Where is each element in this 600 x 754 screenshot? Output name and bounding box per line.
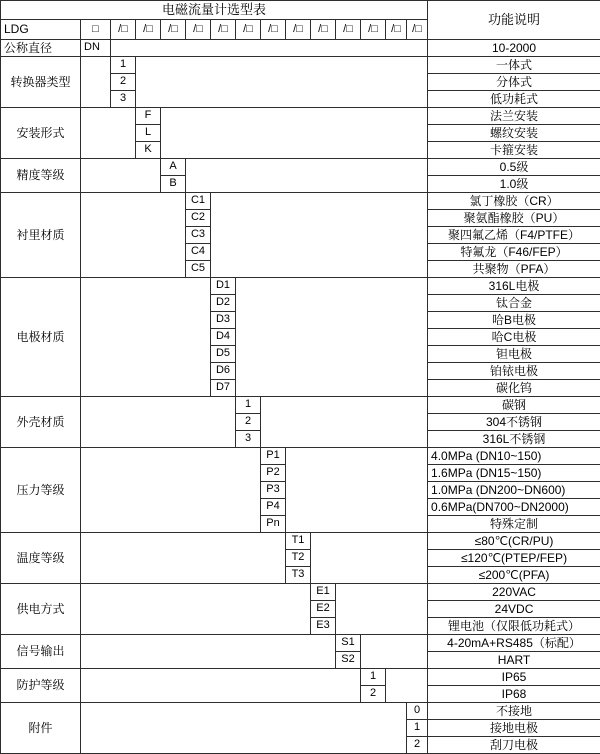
spacer-cell — [81, 448, 261, 533]
spacer-cell — [81, 669, 361, 703]
model-slot-box: /□ — [236, 20, 261, 40]
option-function: 一体式 — [428, 57, 600, 74]
option-code: D5 — [211, 346, 236, 363]
option-function: 特氟龙（F46/FEP） — [428, 244, 600, 261]
dn-function: 10-2000 — [428, 40, 600, 57]
option-function: 氯丁橡胶（CR） — [428, 193, 600, 210]
dn-label: 公称直径 — [1, 40, 81, 57]
option-function: IP65 — [428, 669, 600, 686]
option-function: 4.0MPa (DN10~150) — [428, 448, 600, 465]
option-row — [1, 278, 600, 295]
option-code: Pn — [261, 516, 286, 533]
option-code: 2 — [407, 737, 428, 754]
option-code: 0 — [407, 703, 428, 720]
option-code: C5 — [186, 261, 211, 278]
spacer-cell — [261, 397, 428, 448]
option-code: S1 — [336, 635, 361, 652]
option-code: T3 — [286, 567, 311, 584]
option-function: 1.0级 — [428, 176, 600, 193]
spacer-cell — [311, 533, 428, 584]
option-function: 哈C电极 — [428, 329, 600, 346]
option-code: T2 — [286, 550, 311, 567]
spacer-cell — [111, 40, 428, 57]
option-function: 锂电池（仅限低功耗式） — [428, 618, 600, 635]
option-function: 低功耗式 — [428, 91, 600, 108]
option-code: 1 — [361, 669, 386, 686]
option-code: D2 — [211, 295, 236, 312]
model-code: LDG — [1, 20, 81, 40]
option-code: 3 — [111, 91, 136, 108]
option-row — [1, 397, 600, 414]
option-function: 共聚物（PFA） — [428, 261, 600, 278]
group-label: 供电方式 — [1, 584, 81, 635]
spacer-cell — [81, 635, 336, 669]
option-function: 0.5级 — [428, 159, 600, 176]
spacer-cell — [81, 193, 186, 278]
option-function: 1.6MPa (DN15~150) — [428, 465, 600, 482]
spacer-cell — [81, 584, 311, 635]
option-row — [1, 159, 600, 176]
spacer-cell — [81, 108, 136, 159]
option-function: 不接地 — [428, 703, 600, 720]
option-function: 哈B电极 — [428, 312, 600, 329]
option-code: D1 — [211, 278, 236, 295]
spacer-cell — [136, 57, 428, 108]
option-function: 304不锈钢 — [428, 414, 600, 431]
option-row — [1, 584, 600, 601]
option-code: C4 — [186, 244, 211, 261]
option-code: 3 — [236, 431, 261, 448]
option-code: D3 — [211, 312, 236, 329]
option-function: 法兰安装 — [428, 108, 600, 125]
group-label: 电极材质 — [1, 278, 81, 397]
option-function: 卡箍安装 — [428, 142, 600, 159]
option-function: 钽电极 — [428, 346, 600, 363]
option-code: 2 — [236, 414, 261, 431]
spacer-cell — [286, 448, 428, 533]
option-function: 聚四氟乙烯（F4/PTFE） — [428, 227, 600, 244]
option-code: C3 — [186, 227, 211, 244]
option-code: E1 — [311, 584, 336, 601]
option-row — [1, 669, 600, 686]
option-function: 1.0MPa (DN200~DN600) — [428, 482, 600, 499]
option-function: 特殊定制 — [428, 516, 600, 533]
option-code: D6 — [211, 363, 236, 380]
option-row — [1, 703, 600, 720]
option-code: C1 — [186, 193, 211, 210]
model-slot-box: /□ — [136, 20, 161, 40]
function-column-header: 功能说明 — [428, 1, 600, 40]
option-code: 2 — [111, 74, 136, 91]
option-code: 1 — [111, 57, 136, 74]
option-function: ≤120℃(PTEP/FEP) — [428, 550, 600, 567]
option-function: 接地电极 — [428, 720, 600, 737]
option-row — [1, 193, 600, 210]
group-label: 安装形式 — [1, 108, 81, 159]
option-code: 1 — [236, 397, 261, 414]
option-code: T1 — [286, 533, 311, 550]
spacer-cell — [386, 669, 428, 703]
option-code: P4 — [261, 499, 286, 516]
group-label: 温度等级 — [1, 533, 81, 584]
option-code: E2 — [311, 601, 336, 618]
title-row — [1, 1, 600, 20]
model-slot-box: /□ — [407, 20, 428, 40]
option-row — [1, 448, 600, 465]
model-slot-box: /□ — [211, 20, 236, 40]
option-function: 螺纹安装 — [428, 125, 600, 142]
option-function: 316L不锈钢 — [428, 431, 600, 448]
dn-code: DN — [81, 40, 111, 57]
option-function: 220VAC — [428, 584, 600, 601]
option-function: 碳钢 — [428, 397, 600, 414]
option-function: ≤80℃(CR/PU) — [428, 533, 600, 550]
model-slot-box: /□ — [286, 20, 311, 40]
spacer-cell — [211, 193, 428, 278]
option-code: B — [161, 176, 186, 193]
option-function: 铂铱电极 — [428, 363, 600, 380]
spacer-cell — [361, 635, 428, 669]
spacer-cell — [236, 278, 428, 397]
option-code: A — [161, 159, 186, 176]
group-label: 信号输出 — [1, 635, 81, 669]
option-code: P2 — [261, 465, 286, 482]
spacer-cell — [336, 584, 428, 635]
option-code: 2 — [361, 686, 386, 703]
option-code: D7 — [211, 380, 236, 397]
option-code: P3 — [261, 482, 286, 499]
option-code: E3 — [311, 618, 336, 635]
spacer-cell — [161, 108, 428, 159]
option-code: F — [136, 108, 161, 125]
option-function: ≤200℃(PFA) — [428, 567, 600, 584]
option-code: L — [136, 125, 161, 142]
group-label: 防护等级 — [1, 669, 81, 703]
spacer-cell — [81, 278, 211, 397]
spacer-cell — [81, 159, 161, 193]
spacer-cell — [81, 57, 111, 108]
option-function: 刮刀电极 — [428, 737, 600, 754]
option-row — [1, 108, 600, 125]
model-first-box: □ — [81, 20, 111, 40]
option-function: 4-20mA+RS485（标配） — [428, 635, 600, 652]
model-slot-box: /□ — [386, 20, 407, 40]
spacer-cell — [186, 159, 428, 193]
model-slot-box: /□ — [161, 20, 186, 40]
option-function: 碳化钨 — [428, 380, 600, 397]
group-label: 精度等级 — [1, 159, 81, 193]
model-slot-box: /□ — [186, 20, 211, 40]
model-slot-box: /□ — [361, 20, 386, 40]
group-label: 附件 — [1, 703, 81, 754]
spacer-cell — [81, 533, 286, 584]
option-row — [1, 57, 600, 74]
spacer-cell — [81, 703, 407, 754]
model-slot-box: /□ — [111, 20, 136, 40]
option-function: 24VDC — [428, 601, 600, 618]
option-code: K — [136, 142, 161, 159]
page-title: 电磁流量计选型表 — [1, 1, 428, 20]
option-function: 钛合金 — [428, 295, 600, 312]
group-label: 转换器类型 — [1, 57, 81, 108]
group-label: 外壳材质 — [1, 397, 81, 448]
model-slot-box: /□ — [261, 20, 286, 40]
model-slot-box: /□ — [311, 20, 336, 40]
option-function: IP68 — [428, 686, 600, 703]
spacer-cell — [81, 397, 236, 448]
group-label: 压力等级 — [1, 448, 81, 533]
option-row — [1, 533, 600, 550]
dn-row — [1, 40, 600, 57]
option-code: C2 — [186, 210, 211, 227]
option-function: 分体式 — [428, 74, 600, 91]
group-label: 衬里材质 — [1, 193, 81, 278]
option-function: 聚氨酯橡胶（PU） — [428, 210, 600, 227]
option-row — [1, 635, 600, 652]
option-function: 0.6MPa(DN700~DN2000) — [428, 499, 600, 516]
option-code: P1 — [261, 448, 286, 465]
option-code: 1 — [407, 720, 428, 737]
model-slot-box: /□ — [336, 20, 361, 40]
option-function: HART — [428, 652, 600, 669]
option-code: S2 — [336, 652, 361, 669]
option-function: 316L电极 — [428, 278, 600, 295]
option-code: D4 — [211, 329, 236, 346]
